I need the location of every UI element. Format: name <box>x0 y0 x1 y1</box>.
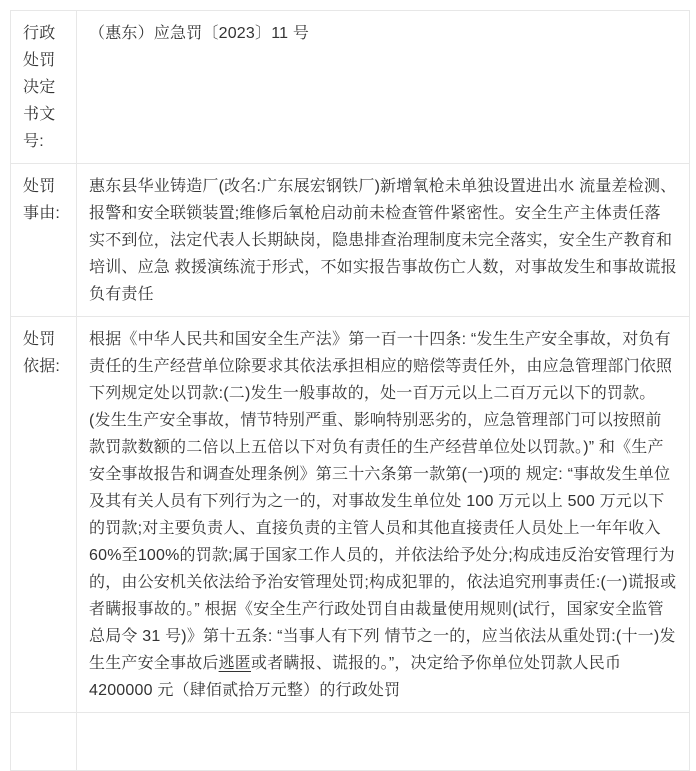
penalty-basis-text-before: 根据《中华人民共和国安全生产法》第一百一十四条: “发生生产安全事故，对负有责任的生产经营单位除要求其依法承担相应的赔偿等责任外，由应急管理部门依照下列规定处以罚款:(二)发生一般事故的，处一百万元以上二百万元以下的罚款。(发生生产安全事故，情节特别严重、影响特别恶劣的，应急管理部门可以按照前款罚款数额的二倍以上五倍以下对负有责任的生产经营单位处以罚款。)” 和《生产安全事故报告和调查处理条例》第三十六条第一款第(一)项的 规定: “事故发生单位及其有关人员有下列行为之一的，对事故发生单位处 100 万元以上 500 万元以下的罚款;对主要负责人、直接负责的主管人员和其他直接责任人员处上一年年收入 60%至100%的罚款;属于国家工作人员的，并依法给予处分;构成违反治安管理行为的，由公安机关依法给予治安管理处罚;构成犯罪的，依法追究刑事责任:(一)谎报或者瞒报事故的。” 根据《安全生产行政处罚自由裁量使用规则(试行，国家安全监管总局令 31 号)》第十五条: “当事人有下列 情节之一的，应当依法从重处罚:(十一)发生生产安全事故后 <box>89 331 677 672</box>
doc-number-label: 行政处罚决定书文号: <box>11 11 77 164</box>
clipped-content-cell <box>77 713 690 771</box>
table-row-penalty-reason <box>11 164 690 317</box>
doc-number-value: （惠东）应急罚〔2023〕11 号 <box>77 11 690 164</box>
table-row-doc-number <box>11 11 690 164</box>
table-row-penalty-basis <box>11 317 690 713</box>
penalty-basis-underlined-text: 逃匿 <box>218 655 252 672</box>
penalty-basis-text <box>77 317 690 713</box>
clipped-label-cell <box>11 713 77 771</box>
penalty-basis-label: 处罚依据: <box>11 317 77 713</box>
penalty-reason-label: 处罚事由: <box>11 164 77 317</box>
penalty-reason-text: 惠东县华业铸造厂(改名:广东展宏钢铁厂)新增氧枪未单独设置进出水 流量差检测、报警和安全联锁装置;维修后氧枪启动前未检查管件紧密性。安全生产主体责任落 实不到位，法定代表人长期缺岗，隐患排查治理制度未完全落实，安全生产教育和培训、应急 救援演练流于形式，不如实报告事故伤亡人数，对事故发生和事故谎报负有责任 <box>77 164 690 317</box>
penalty-decision-table <box>10 10 690 771</box>
table-row-clipped <box>11 713 690 771</box>
penalty-basis-text-after: 或者瞒报、谎报的。”，决定给予你单位处罚款人民币 4200000 元（肆佰贰拾万元整）的行政处罚 <box>89 655 622 699</box>
